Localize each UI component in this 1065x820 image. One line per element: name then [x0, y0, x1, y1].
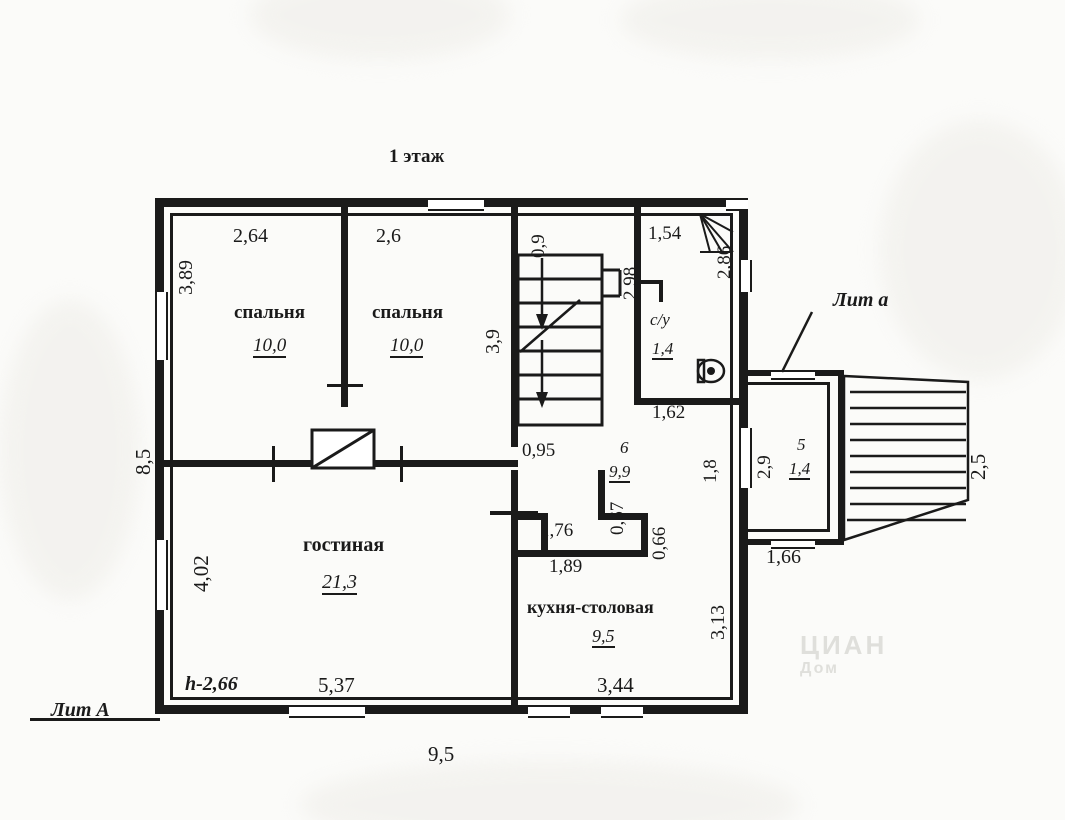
lit-annex-label: Лит а	[833, 289, 889, 311]
dim-1-54: 1,54	[648, 223, 682, 244]
dim-1-76: 1,76	[540, 520, 574, 541]
room-area-bathroom: 1,4	[652, 339, 674, 358]
room-area-living: 21,3	[322, 571, 357, 593]
dim-2-5: 2,5	[966, 453, 990, 480]
dim-3-89: 3,89	[175, 260, 197, 295]
dim-2-6: 2,6	[376, 225, 401, 247]
dim-0-9: 0,9	[528, 234, 549, 258]
dim-3-44: 3,44	[597, 673, 634, 697]
room-name-bathroom: с/у	[650, 310, 670, 329]
room-area-6: 9,9	[609, 462, 631, 481]
dim-0-95: 0,95	[522, 440, 556, 461]
dim-1-66: 1,66	[766, 546, 801, 568]
room-area-kitchen: 9,5	[592, 626, 615, 646]
room-name-living: гостиная	[303, 534, 385, 556]
dim-1-89: 1,89	[549, 556, 583, 577]
watermark-brand: ЦИАН	[800, 630, 888, 660]
room-name-6: 6	[620, 438, 629, 457]
dim-3-13: 3,13	[707, 605, 729, 640]
dim-4-02: 4,02	[189, 555, 213, 592]
dim-3-9: 3,9	[482, 329, 504, 354]
dim-0-67: 0,67	[607, 501, 628, 535]
plan-title: 1 этаж	[389, 146, 445, 167]
dim-1-62: 1,62	[652, 402, 686, 423]
dim-0-66: 0,66	[649, 526, 670, 560]
room-name-bedroom-1: спальня	[234, 302, 305, 323]
room-area-5: 1,4	[789, 459, 811, 478]
dim-5-37: 5,37	[318, 673, 355, 697]
dim-overall-left: 8,5	[131, 448, 155, 475]
lit-a-label: Лит А	[51, 699, 110, 721]
ceiling-height-label: h-2,66	[185, 673, 238, 695]
dim-2-98: 2,98	[620, 266, 641, 300]
room-area-bedroom-1: 10,0	[253, 335, 287, 356]
watermark-sub: Дом	[800, 660, 839, 677]
dim-1-8: 1,8	[700, 459, 721, 483]
dim-overall-bottom: 9,5	[428, 742, 455, 766]
room-name-5: 5	[797, 435, 806, 454]
dim-2-64: 2,64	[233, 225, 268, 247]
room-name-kitchen: кухня-столовая	[527, 597, 654, 617]
room-area-bedroom-2: 10,0	[390, 335, 424, 356]
dim-2-86: 2,86	[714, 245, 735, 279]
room-name-bedroom-2: спальня	[372, 302, 443, 323]
dim-2-9: 2,9	[754, 455, 775, 479]
